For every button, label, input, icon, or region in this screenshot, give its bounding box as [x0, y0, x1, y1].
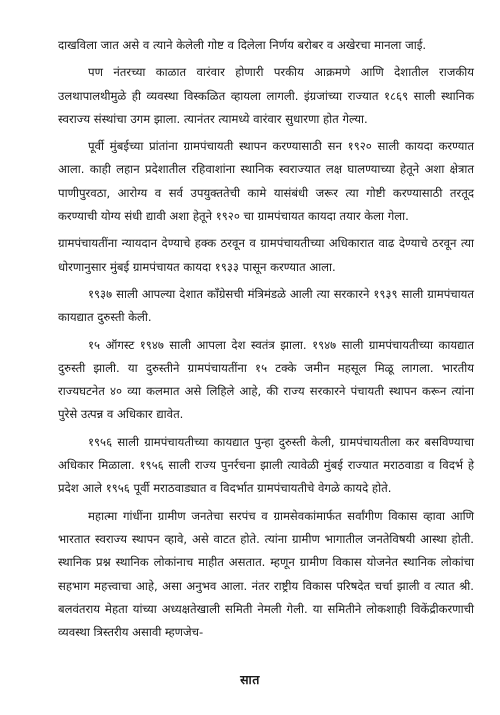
paragraph-5: १९३७ साली आपल्या देशात काँग्रेसची मंत्रिमंडळे आली त्या सरकारने १९३९ साली ग्रामपंचायत कायद्यात दुरुस्ती केली. — [58, 286, 474, 325]
document-body — [58, 34, 474, 648]
paragraph-7: १९५६ साली ग्रामपंचायतीच्या कायद्यात पुन्हा दुरुस्ती केली, ग्रामपंचायतीला कर बसविण्याचा अधिकार मिळाला. १९५६ साली राज्य पुनर्रचना झाली त्यावेळी मुंबई राज्यात मराठवाडा व विदर्भ हे प्रदेश आले १९५६ पूर्वी मराठवाड्यात व विदर्भात ग्रामपंचायतीचे वेगळे कायदे होते. — [58, 434, 474, 496]
paragraph-8: महात्मा गांधींना ग्रामीण जनतेचा सरपंच व ग्रामसेवकांमार्फत सर्वांगीण विकास व्हावा आणि भारतात स्वराज्य स्थापन व्हावे, असे वाटत होते. त्यांना ग्रामीण भागातील जनतेविषयी आस्था होती. स्थानिक प्रश्न स्थानिक लोकांनाच माहीत असतात. म्हणून ग्रामीण विकास योजनेत स्थानिक लोकांचा सहभाग महत्त्वाचा आहे, असा अनुभव आला. नंतर राष्ट्रीय विकास परिषदेत चर्चा झाली व त्यात श्री. बलवंतराय मेहता यांच्या अध्यक्षतेखाली समिती नेमली गेली. या समितीने लोकशाही विकेंद्रीकरणाची व्यवस्था त्रिस्तरीय असावी म्हणजेच- — [58, 508, 474, 640]
paragraph-2: पण नंतरच्या काळात वारंवार होणारी परकीय आक्रमणे आणि देशातील राजकीय उलथापालथीमुळे ही व्यवस्था विस्कळित व्हायला लागली. इंग्रजांच्या राज्यात १८६९ साली स्थानिक स्वराज्य संस्थांचा उगम झाला. त्यानंतर त्यामध्ये वारंवार सुधारणा होत गेल्या. — [58, 65, 474, 126]
paragraph-1: दाखविला जात असे व त्याने केलेली गोष्ट व दिलेला निर्णय बरोबर व अखेरचा मानला जाई. — [58, 38, 427, 52]
paragraph-6: १५ ऑगस्ट १९४७ साली आपला देश स्वतंत्र झाला. १९४७ साली ग्रामपंचायतीच्या कायद्यात दुरुस्ती झाली. या दुरुस्तीने ग्रामपंचायतींना १५ टक्के जमीन महसूल मिळू लागला. भारतीय राज्यघटनेत ४० व्या कलमात असे लिहिले आहे, की राज्य सरकारने पंचायती स्थापन करून त्यांना पुरेसे उत्पन्न व अधिकार द्यावेत. — [58, 337, 474, 422]
paragraph-4: ग्रामपंचायतींना न्यायदान देण्याचे हक्क ठरवून व ग्रामपंचायतीच्या अधिकारात वाढ देण्याचे ठरवून त्या धोरणानुसार मुंबई ग्रामपंचायत कायदा १९३३ पासून करण्यात आला. — [58, 236, 474, 274]
paragraph-3: पूर्वी मुंबईच्या प्रांतांना ग्रामपंचायती स्थापन करण्यासाठी सन १९२० साली कायदा करण्यात आला. काही लहान प्रदेशातील रहिवाशांना स्थानिक स्वराज्यात लक्ष घालण्याच्या हेतूने अशा क्षेत्रात पाणीपुरवठा, आरोग्य व सर्व उपयुक्ततेची कामे यासंबंधी जरूर त्या गोष्टी करण्यासाठी तरतूद करण्याची योग्य संधी द्यावी अशा हेतूने १९२० चा ग्रामपंचायत कायदा तयार केला गेला. — [58, 139, 474, 224]
page-number: सात — [240, 672, 260, 687]
